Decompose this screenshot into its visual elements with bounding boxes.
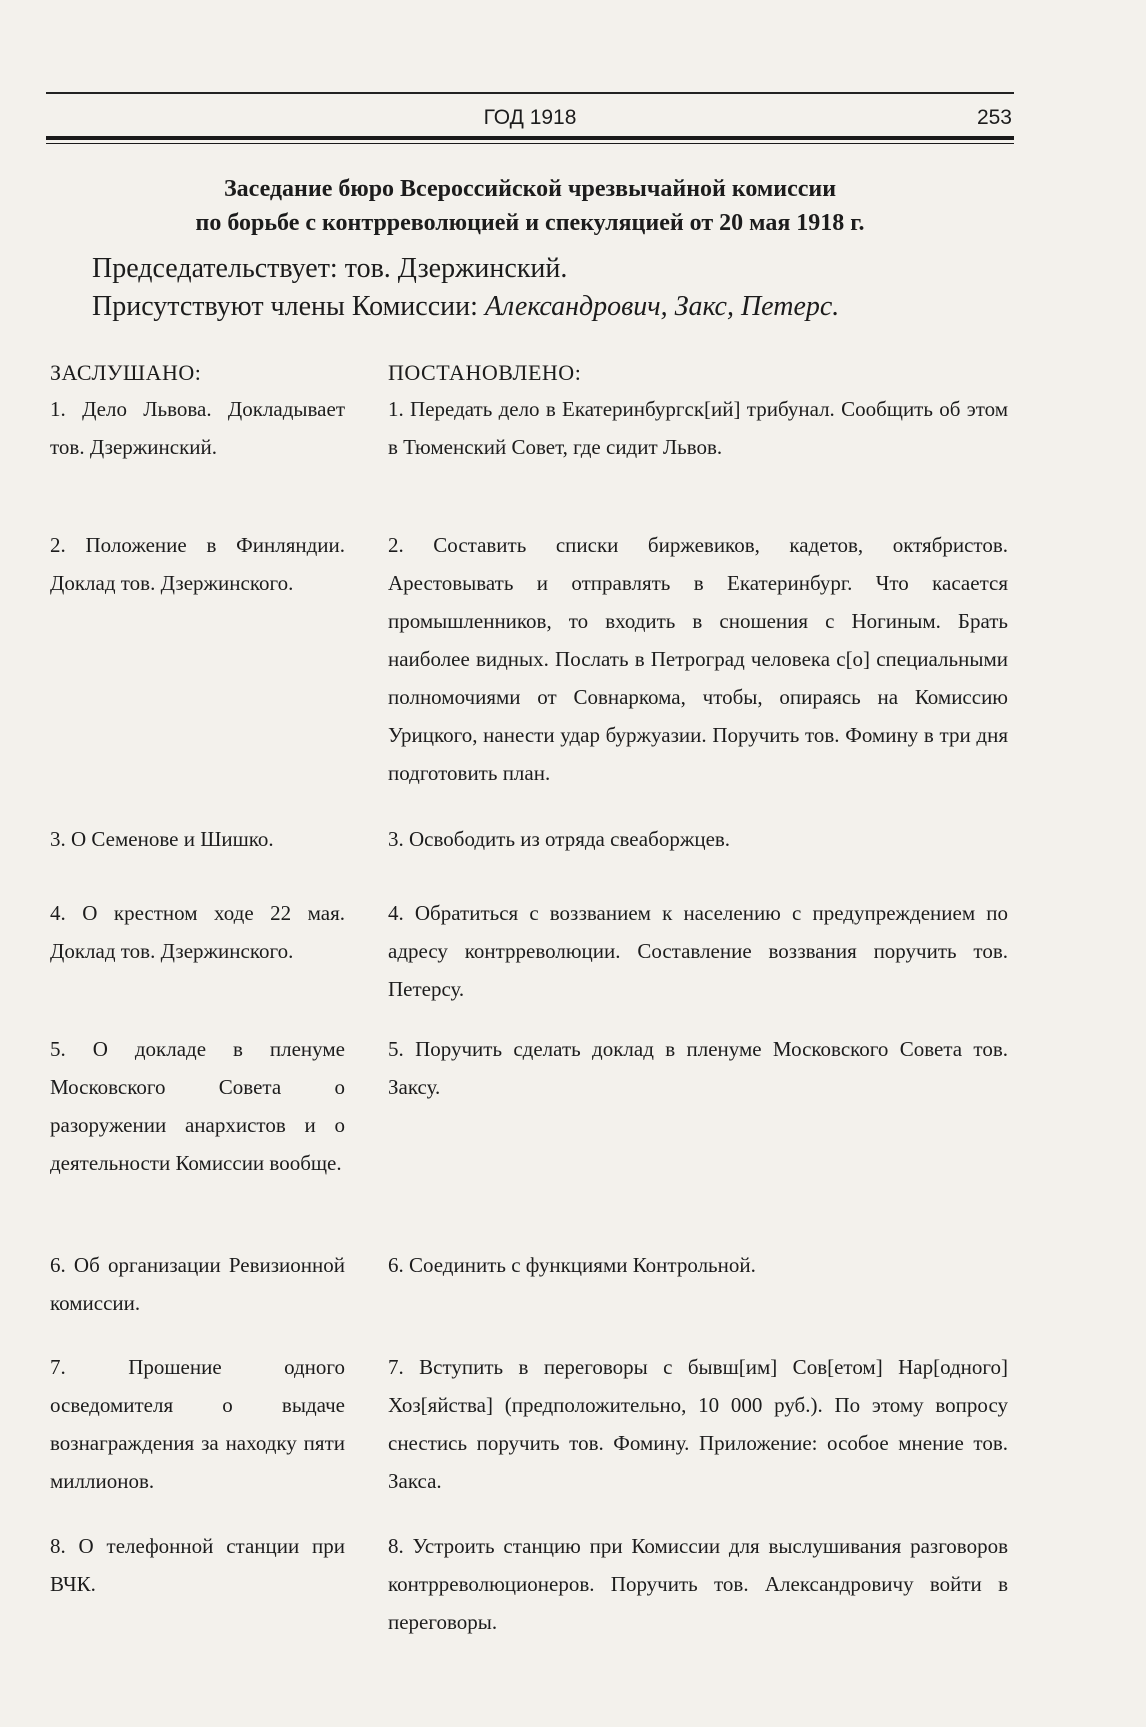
item-resolved: 6. Соединить с функциями Контрольной.	[388, 1253, 756, 1277]
header-rule-top	[46, 92, 1014, 94]
title-line-1: Заседание бюро Всероссийской чрезвычайной комиссии	[223, 176, 837, 202]
item-heard: 5. О докладе в пленуме Московского Совета о разоружении анархистов и о деятельности Комиссии вообще.	[50, 1037, 345, 1175]
item-resolved: 3. Освободить из отряда свеаборжцев.	[388, 827, 731, 851]
header-rule-thick	[46, 136, 1014, 140]
running-title: ГОД 1918	[483, 106, 577, 129]
header-rule-thin	[46, 143, 1014, 144]
column-heading-heard: ЗАСЛУШАНО:	[50, 360, 202, 385]
running-header	[46, 104, 1014, 132]
title-line-2: по борьбе с контрреволюцией и спекуляцией от 20 мая 1918 г.	[195, 210, 865, 236]
item-resolved: 2. Составить списки биржевиков, кадетов, октябристов. Арестовывать и отправлять в Екатеринбург. Что касается промышленников, то входить в сношения с Ногиным. Брать наиболее видных. Послать в Петроград человека с[о] специальными полномочиями от Совнаркома, чтобы, опираясь на Комиссию Урицкого, нанести удар буржуазии. Поручить тов. Фомину в три дня подготовить план.	[388, 533, 1008, 785]
column-heading-resolved: ПОСТАНОВЛЕНО:	[388, 360, 582, 385]
item-resolved: 1. Передать дело в Екатеринбургск[ий] трибунал. Сообщить об этом в Тюменский Совет, где сидит Львов.	[388, 397, 1008, 459]
present-members-line	[92, 288, 992, 326]
item-resolved: 5. Поручить сделать доклад в пленуме Московского Совета тов. Заксу.	[388, 1037, 1008, 1099]
item-heard: 8. О телефонной станции при ВЧК.	[50, 1534, 345, 1596]
item-heard: 2. Положение в Финляндии. Доклад тов. Дзержинского.	[50, 533, 345, 595]
item-heard: 3. О Семенове и Шишко.	[50, 827, 274, 851]
item-heard: 1. Дело Львова. Докладывает тов. Дзержинский.	[50, 397, 345, 459]
item-heard: 4. О крестном ходе 22 мая. Доклад тов. Дзержинского.	[50, 901, 345, 963]
page-number: 253	[976, 106, 1012, 129]
item-heard: 6. Об организации Ревизионной комиссии.	[50, 1253, 345, 1315]
present-label: Присутствуют члены Комиссии:	[92, 291, 485, 322]
document-title	[46, 172, 1014, 240]
item-heard: 7. Прошение одного осведомителя о выдаче вознаграждения за находку пяти миллионов.	[50, 1355, 345, 1493]
item-resolved: 7. Вступить в переговоры с бывш[им] Сов[етом] Нар[одного] Хоз[яйства] (предположительно, 10 000 руб.). По этому вопросу снестись поручить тов. Фомину. Приложение: особое мнение тов. Закса.	[388, 1355, 1008, 1493]
present-names: Александрович, Закс, Петерс.	[484, 291, 840, 322]
item-resolved: 4. Обратиться с воззванием к населению с предупреждением по адресу контрреволюции. Составление воззвания поручить тов. Петерсу.	[388, 901, 1008, 1001]
chairperson-line: Председательствует: тов. Дзержинский.	[92, 253, 568, 284]
item-resolved: 8. Устроить станцию при Комиссии для выслушивания разговоров контрреволюционеров. Поручить тов. Александровичу войти в переговоры.	[388, 1534, 1008, 1634]
